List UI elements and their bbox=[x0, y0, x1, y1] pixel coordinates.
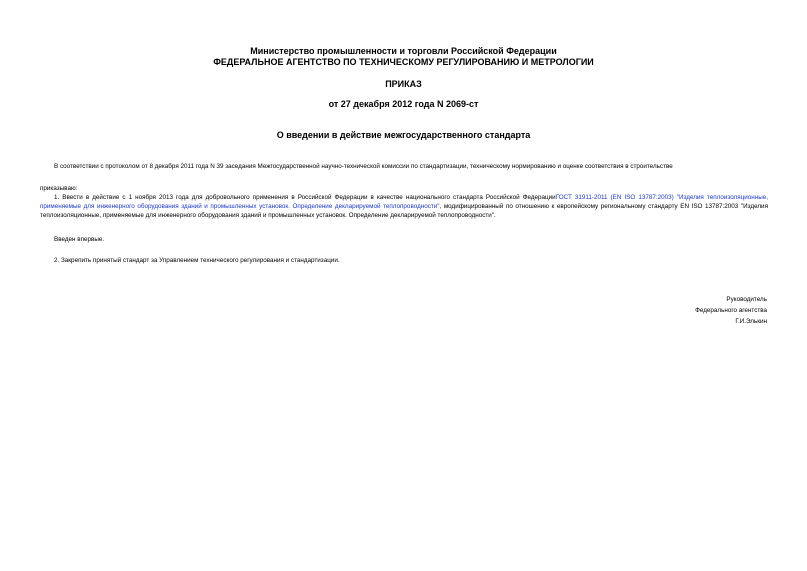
ministry-name: Министерство промышленности и торговли Российской Федерации bbox=[250, 46, 557, 56]
item-1-end: , модифицированный по отношению к европейскому региональному стандарту EN ISO 13787:2003 "Изделия теплоизоляционные, применяемые для инженерного оборудования зданий и промышленных установок. Определение декларируемой теплопроводности". bbox=[40, 203, 768, 219]
item-2-paragraph: 2. Закрепить принятый стандарт за Управлением технического регулирования и стандартизации. bbox=[54, 257, 340, 264]
item-1-paragraph bbox=[40, 193, 768, 220]
signer-position-line1: Руководитель bbox=[726, 296, 767, 303]
item-1-start: 1. Ввести в действие с 1 ноября 2013 года для добровольного применения в Российской Федерации в качестве национального стандарта Российской Федерации bbox=[54, 194, 556, 201]
intro-paragraph: В соответствии с протоколом от 8 декабря 2011 года N 39 заседания Межгосударственной научно-технической комиссии по стандартизации, техническому нормированию и оценке соответствия в строительстве bbox=[54, 163, 673, 170]
document-date: от 27 декабря 2012 года N 2069-ст bbox=[328, 99, 479, 109]
document-type: ПРИКАЗ bbox=[385, 79, 422, 89]
signer-name: Г.И.Элькин bbox=[735, 318, 767, 325]
document-subject: О введении в действие межгосударственного стандарта bbox=[276, 130, 531, 140]
standard-link[interactable]: ГОСТ 31911-2011 (EN ISO 13787:2003) "Изделия теплоизоляционные, применяемые для инженерного оборудования зданий и промышленных установок. Определение декларируемой теплопроводности" bbox=[40, 194, 769, 210]
first-time-note: Введен впервые. bbox=[54, 236, 105, 243]
agency-name: ФЕДЕРАЛЬНОЕ АГЕНТСТВО ПО ТЕХНИЧЕСКОМУ РЕГУЛИРОВАНИЮ И МЕТРОЛОГИИ bbox=[213, 57, 594, 67]
signer-position-line2: Федерального агентства bbox=[695, 307, 767, 314]
order-word: приказываю: bbox=[40, 185, 78, 192]
